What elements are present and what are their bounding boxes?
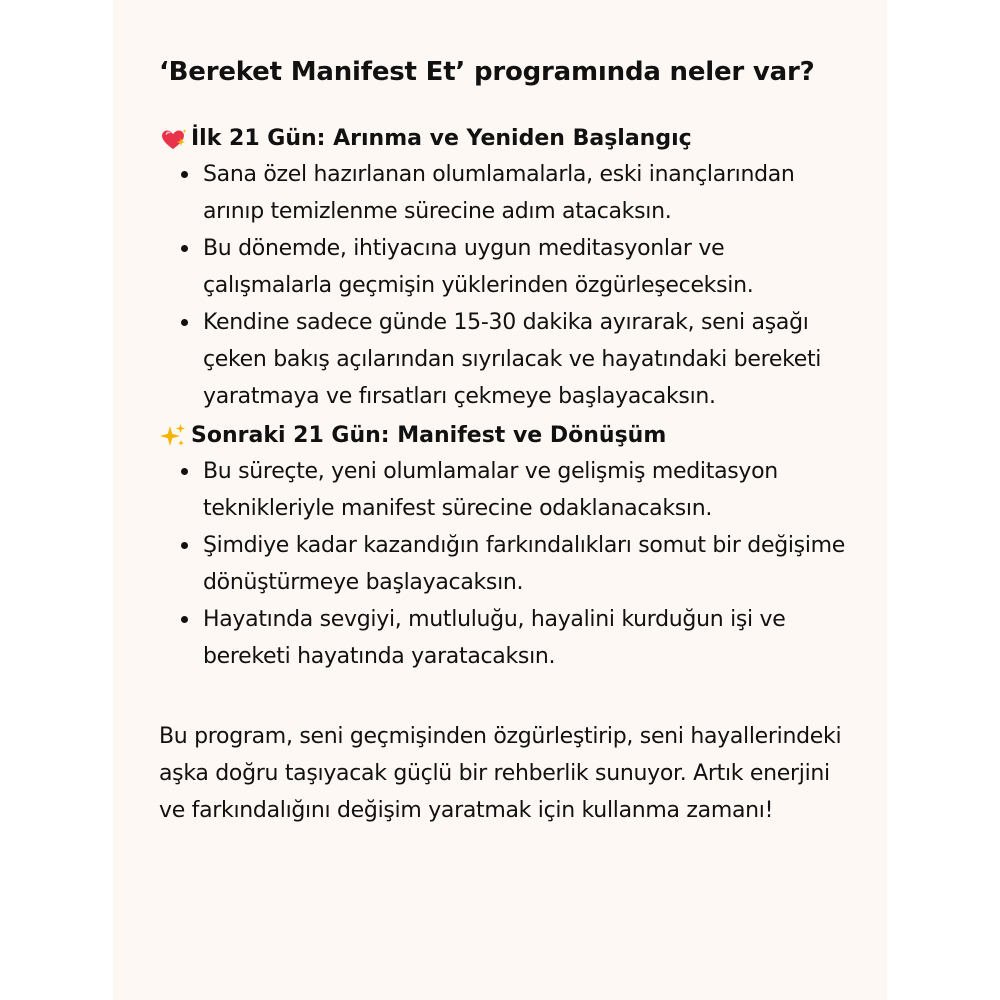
bullet-dot [181,319,188,326]
section-heading-text: İlk 21 Gün: Arınma ve Yeniden Başlangıç [191,126,692,151]
list-item [203,453,859,527]
bullet-list [159,453,859,675]
list-item [203,230,859,304]
content-card [113,0,887,1000]
list-item [203,304,859,415]
section-first-21-days [159,122,859,415]
bullet-dot [181,171,188,178]
bullet-dot [181,468,188,475]
list-item-text: Sana özel hazırlanan olumlamalarla, eski inançlarından arınıp temizlenme sürecine adım atacaksın. [203,162,795,224]
closing-paragraph: Bu program, seni geçmişinden özgürleştirip, seni hayallerindeki aşka doğru taşıyacak güçlü bir rehberlik sunuyor. Artık enerjini ve farkındalığını değişim yaratmak için kullanma zamanı! [159,724,842,823]
list-item-text: Şimdiye kadar kazandığın farkındalıkları somut bir değişime dönüştürmeye başlayacaksın. [203,533,846,595]
list-item-text: Kendine sadece günde 15-30 dakika ayırarak, seni aşağı çeken bakış açılarından sıyrılacak ve hayatındaki bereketi yaratmaya ve fırsatları çekmeye başlayacaksın. [203,310,822,409]
section-heading [159,122,859,156]
sparkles-icon [159,422,187,450]
bullet-dot [181,542,188,549]
list-item [203,156,859,230]
sparkling-heart-icon [159,125,187,153]
list-item-text: Bu dönemde, ihtiyacına uygun meditasyonlar ve çalışmalarla geçmişin yüklerinden özgürleşeceksin. [203,236,754,298]
page-title: ‘Bereket Manifest Et’ programında neler var? [159,57,815,87]
section-heading-text: Sonraki 21 Gün: Manifest ve Dönüşüm [191,423,667,448]
list-item [203,527,859,601]
list-item-text: Bu süreçte, yeni olumlamalar ve gelişmiş meditasyon teknikleriyle manifest sürecine odaklanacaksın. [203,459,778,521]
section-heading [159,419,859,453]
bullet-dot [181,616,188,623]
section-next-21-days [159,419,859,675]
bullet-dot [181,245,188,252]
content [159,52,859,829]
list-item-text: Hayatında sevgiyi, mutluluğu, hayalini kurduğun işi ve bereketi hayatında yaratacaksın. [203,607,786,669]
bullet-list [159,156,859,415]
list-item [203,601,859,675]
